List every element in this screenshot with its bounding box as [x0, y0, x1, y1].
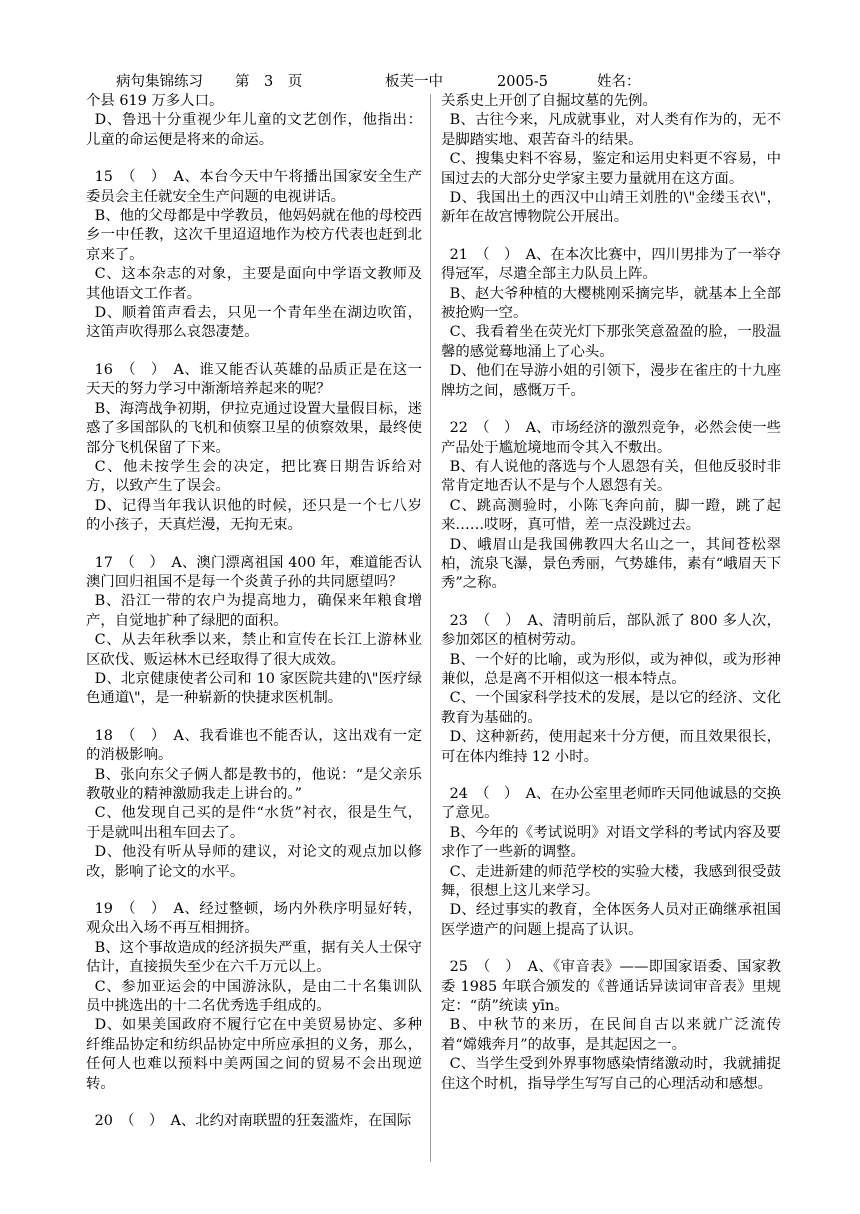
question-gap — [441, 401, 781, 419]
question-text: B、今年的《考试说明》对语文学科的考试内容及要求作了一些新的调整。 — [441, 824, 781, 861]
question-text: 25 （ ） A、《审音表》——即国家语委、国家教委 1985 年联合颁发的《普通话异读词审音表》里规定：“荫”统读 yīn。 — [441, 959, 781, 1015]
question-text: C、走进新建的师范学校的实验大楼，我感到很受鼓舞，很想上这儿来学习。 — [441, 863, 781, 900]
question-text: D、记得当年我认识他的时候，还只是一个七八岁的小孩子，天真烂漫，无拘无束。 — [86, 497, 422, 534]
question-text: B、海湾战争初期，伊拉克通过设置大量假目标，迷惑了多国部队的飞机和侦察卫星的侦察效果，最终使部分飞机保留了下来。 — [86, 400, 422, 456]
question-text: C、这本杂志的对象，主要是面向中学语文教师及其他语文工作者。 — [86, 266, 422, 302]
question-text: D、经过事实的教育，全体医务人员对正确继承祖国医学遗产的问题上提高了认识。 — [441, 902, 781, 938]
question-text: 21 （ ） A、在本次比赛中，四川男排为了一举夺得冠军，尽遣全部主力队员上阵。 — [441, 246, 781, 283]
worksheet-title: 病句集锦练习 — [116, 74, 203, 90]
question-text: D、我国出土的西汉中山靖王刘胜的\"金缕玉衣\"，新年在故宫博物院公开展出。 — [441, 190, 781, 226]
question-text: 18 （ ） A、我看谁也不能否认，这出戏有一定的消极影响。 — [86, 727, 422, 764]
question-text: 17 （ ） A、澳门漂离祖国 400 年，难道能否认澳门回归祖国不是每一个炎黄子孙的共同愿望吗？ — [86, 554, 422, 590]
right-column — [441, 92, 781, 1094]
left-column — [86, 92, 422, 1132]
question-text: 15 （ ） A、本台今天中午将播出国家安全生产委员会主任就安全生产问题的电视讲话。 — [86, 169, 422, 205]
question-text: 20 （ ） A、北约对南联盟的狂轰滥炸，在国际 — [94, 1113, 412, 1130]
question-text: B、这个事故造成的经济损失严重，据有关人士保守估计，直接损失至少在六千万元以上。 — [86, 939, 422, 976]
question-text: C、搜集史料不容易，鉴定和运用史料更不容易，中国过去的大部分史学家主要力量就用在这方面。 — [441, 151, 781, 187]
question-text: B、他的父母都是中学教员，他妈妈就在他的母校西乡一中任教，这次千里迢迢地作为校方代表也赶到北京来了。 — [86, 208, 422, 263]
question-gap — [441, 594, 781, 612]
page-header — [0, 71, 860, 93]
question-text: C、他发现自己买的是件“水货”衬衣，很是生气，于是就叫出租车回去了。 — [86, 805, 422, 841]
question-gap — [86, 709, 422, 727]
question-text: C、他未按学生会的决定，把比赛日期告诉给对方，以致产生了误会。 — [86, 458, 422, 495]
date-label: 2005-5 — [497, 74, 549, 90]
question-gap — [86, 343, 422, 361]
question-text: 22 （ ） A、市场经济的激烈竞争，必然会使一些产品处于尴尬境地而令其入不敷出。 — [441, 420, 781, 456]
question-text: C、跳高测验时，小陈飞奔向前，脚一蹬，跳了起来……哎呀，真可惜，差一点没跳过去。 — [441, 497, 781, 534]
question-text: B、赵大爷种植的大樱桃刚采摘完毕，就基本上全部被抢购一空。 — [441, 285, 781, 322]
question-text: B、沿江一带的农户为提高地力，确保来年粮食增产，自觉地扩种了绿肥的面积。 — [86, 593, 422, 629]
question-text: 19 （ ） A、经过整顿，场内外秩序明显好转，观众出入场不再互相拥挤。 — [86, 901, 422, 937]
question-gap — [86, 1094, 422, 1112]
question-text: D、北京健康使者公司和 10 家医院共建的\"医疗绿色通道\"，是一种崭新的快捷求医机制。 — [86, 670, 422, 707]
question-text: D、他们在导游小姐的引领下，漫步在雀庄的十九座牌坊之间，感慨万千。 — [441, 363, 781, 399]
question-gap — [441, 228, 781, 246]
question-text: B、古往今来，凡成就事业，对人类有作为的，无不是脚踏实地、艰苦奋斗的结果。 — [441, 112, 781, 148]
question-text: 16 （ ） A、谁又能否认英雄的品质正是在这一天天的努力学习中渐渐培养起来的呢？ — [86, 361, 422, 398]
question-gap — [86, 150, 422, 168]
question-text: C、我看着坐在荧光灯下那张笑意盈盈的脸，一股温馨的感觉蓦地涌上了心头。 — [441, 324, 781, 360]
question-text: B、张向东父子俩人都是教书的，他说：“是父亲乐教敬业的精神激励我走上讲台的。” — [86, 766, 422, 802]
question-text: 23 （ ） A、清明前后，部队派了 800 多人次，参加郊区的植树劳动。 — [441, 612, 781, 649]
question-text: C、当学生受到外界事物感染情绪激动时，我就捕捉住这个时机，指导学生写写自己的心理活动和感想。 — [441, 1056, 781, 1092]
question-text: D、峨眉山是我国佛教四大名山之一，其间苍松翠柏，流泉飞瀑，景色秀丽，气势雄伟，素有“峨眉天下秀”之称。 — [441, 536, 781, 592]
question-text: 关系史上开创了自掘坟墓的先例。 — [441, 93, 657, 109]
question-text: C、一个国家科学技术的发展，是以它的经济、文化教育为基础的。 — [441, 690, 781, 726]
question-text: D、如果美国政府不履行它在中美贸易协定、多种纤维品协定和纺织品协定中所应承担的义务，那么，任何人也难以预料中美两国之间的贸易不会出现逆转。 — [86, 1017, 422, 1092]
question-text: B、中秋节的来历，在民间自古以来就广泛流传着“嫦娥奔月”的故事，是其起因之一。 — [441, 1017, 781, 1053]
question-text: D、这种新药，使用起来十分方便，而且效果很长，可在体内维持 12 小时。 — [441, 729, 781, 765]
question-text: B、有人说他的落选与个人恩怨有关，但他反驳时非常肯定地否认不是与个人恩怨有关。 — [441, 458, 781, 495]
school-name: 板芙一中 — [385, 74, 443, 90]
page-number: 第 3 页 — [235, 74, 303, 90]
question-text: 个县 619 万多人口。 — [86, 93, 224, 109]
question-text: 24 （ ） A、在办公室里老师昨天同他诚恳的交换了意见。 — [441, 786, 781, 822]
student-name-label: 姓名： — [597, 74, 641, 90]
question-text: D、他没有听从导师的建议，对论文的观点加以修改，影响了论文的水平。 — [86, 844, 422, 880]
column-divider — [430, 94, 431, 1162]
question-text: D、鲁迅十分重视少年儿童的文艺创作，他指出：儿童的命运便是将来的命运。 — [86, 112, 422, 148]
question-gap — [86, 536, 422, 554]
question-text: C、参加亚运会的中国游泳队，是由二十名集训队员中挑选出的十二名优秀选手组成的。 — [86, 978, 422, 1015]
question-text: D、顺着笛声看去，只见一个青年坐在湖边吹笛，这笛声吹得那么哀怨凄楚。 — [86, 305, 422, 341]
question-text: C、从去年秋季以来，禁止和宣传在长江上游林业区砍伐、贩运林木已经取得了很大成效。 — [86, 632, 422, 668]
question-gap — [86, 882, 422, 900]
question-gap — [441, 767, 781, 785]
question-gap — [441, 940, 781, 958]
question-text: B、一个好的比喻，或为形似，或为神似，或为形神兼似，总是离不开相似这一根本特点。 — [441, 651, 781, 687]
